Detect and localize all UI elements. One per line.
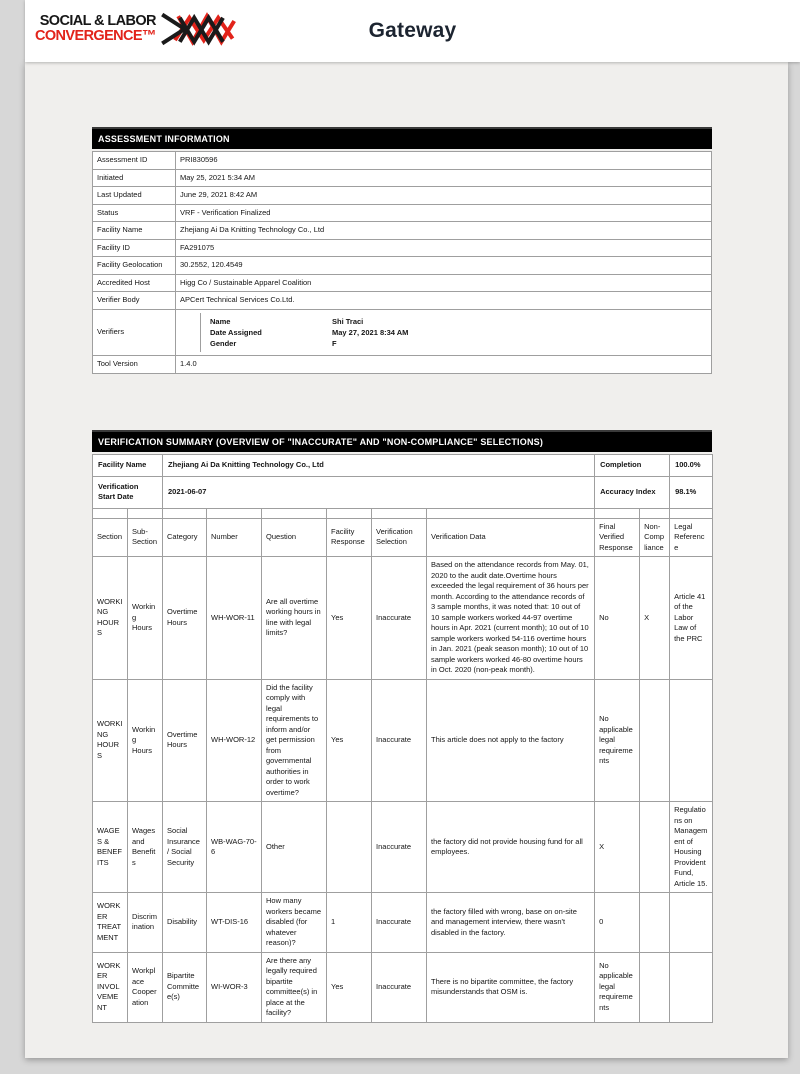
- cell-legal-reference: Article 41 of the Labor Law of the PRC: [670, 557, 713, 680]
- cell-category: Social Insurance / Social Security: [163, 802, 207, 893]
- table-row: [93, 152, 712, 170]
- cell-legal-reference: [670, 679, 713, 802]
- cell-facility-response: Yes: [327, 679, 372, 802]
- cell-question: Other: [262, 802, 327, 893]
- summary-info-row: [93, 476, 713, 508]
- cell-final-verified-response: X: [595, 802, 640, 893]
- start-date-value: 2021-06-07: [163, 476, 595, 508]
- cell-question: Are there any legally required bipartite committee(s) in place at the facility?: [262, 952, 327, 1022]
- cell-non-compliance: [640, 802, 670, 893]
- cell-section: WORKING HOURS: [93, 557, 128, 680]
- cell-section: WAGES & BENEFITS: [93, 802, 128, 893]
- table-row: [93, 292, 712, 310]
- cell-section: WORKER TREATMENT: [93, 893, 128, 953]
- cell-final-verified-response: No applicable legal requirements: [595, 679, 640, 802]
- cell-number: WI-WOR-3: [207, 952, 262, 1022]
- cell-sub-section: Discrimination: [128, 893, 163, 953]
- cell-verification-data: Based on the attendance records from May. 01, 2020 to the audit date.Overtime hours exceeded the legal requirement of 36 hours per month. According to the attendance records of 3 sample months, it was noted that: 10 out of 10 sample workers worked 44-97 overtime hours in Apr. 2021 (current month); 10 out of 10 sample workers worked 54-116 overtime hours in Jan. 2021 (peak season month); 10 out of 10 sample workers worked 46-80 overtime hours in Oct. 2020 (non-peak month).: [427, 557, 595, 680]
- cell-category: Overtime Hours: [163, 679, 207, 802]
- cell-number: WH-WOR-12: [207, 679, 262, 802]
- spacer-row: [93, 508, 713, 518]
- verifier-nested-table: [200, 313, 707, 353]
- verifier-field-label: Gender: [210, 339, 237, 348]
- table-row: [93, 356, 712, 374]
- facility-name-label: Facility Name: [93, 455, 163, 477]
- verifier-field: [210, 338, 707, 349]
- cell-question: How many workers became disabled (for whatever reason)?: [262, 893, 327, 953]
- field-label: Last Updated: [93, 187, 176, 205]
- column-header: Section: [93, 518, 128, 557]
- document-page: [25, 62, 788, 1058]
- cell-category: Overtime Hours: [163, 557, 207, 680]
- accuracy-index-value: 98.1%: [670, 476, 713, 508]
- field-label: Status: [93, 204, 176, 222]
- page-title: Gateway: [368, 19, 457, 42]
- cell-facility-response: Yes: [327, 952, 372, 1022]
- cell-verification-data: There is no bipartite committee, the factory misunderstands that OSM is.: [427, 952, 595, 1022]
- column-header-row: [93, 518, 713, 557]
- assessment-information-header: ASSESSMENT INFORMATION: [92, 127, 712, 149]
- column-header: Legal Reference: [670, 518, 713, 557]
- cell-verification-data: This article does not apply to the factory: [427, 679, 595, 802]
- column-header: Sub-Section: [128, 518, 163, 557]
- cell-legal-reference: [670, 893, 713, 953]
- table-row: [93, 257, 712, 275]
- cell-final-verified-response: 0: [595, 893, 640, 953]
- column-header: Verification Data: [427, 518, 595, 557]
- top-header: [25, 0, 800, 62]
- start-date-label: Verification Start Date: [93, 476, 163, 508]
- table-row: [93, 952, 713, 1022]
- column-header: Number: [207, 518, 262, 557]
- field-label: Facility Name: [93, 222, 176, 240]
- table-row: [93, 679, 713, 802]
- cell-number: WT-DIS-16: [207, 893, 262, 953]
- verifier-field-value: Shi Traci: [332, 316, 364, 326]
- cell-verification-selection: Inaccurate: [372, 893, 427, 953]
- table-row: [93, 557, 713, 680]
- table-row: [93, 204, 712, 222]
- cell-legal-reference: Regulations on Management of Housing Provident Fund, Article 15.: [670, 802, 713, 893]
- table-row: [93, 274, 712, 292]
- assessment-information-section: [92, 127, 712, 374]
- cell-number: WH-WOR-11: [207, 557, 262, 680]
- verifier-field: [210, 327, 707, 338]
- field-label: Initiated: [93, 169, 176, 187]
- cell-verification-selection: Inaccurate: [372, 557, 427, 680]
- cell-non-compliance: [640, 952, 670, 1022]
- field-value: May 25, 2021 5:34 AM: [176, 169, 712, 187]
- field-label: Facility ID: [93, 239, 176, 257]
- cell-sub-section: Wages and Benefits: [128, 802, 163, 893]
- table-row: [93, 802, 713, 893]
- column-header: Verification Selection: [372, 518, 427, 557]
- field-value: APCert Technical Services Co.Ltd.: [176, 292, 712, 310]
- table-row: [93, 169, 712, 187]
- table-row: [93, 222, 712, 240]
- field-value: VRF - Verification Finalized: [176, 204, 712, 222]
- cell-sub-section: Working Hours: [128, 679, 163, 802]
- cell-legal-reference: [670, 952, 713, 1022]
- logo-line-social-labor: SOCIAL & LABOR: [39, 13, 156, 30]
- cell-facility-response: Yes: [327, 557, 372, 680]
- verification-summary-table: [92, 454, 713, 1023]
- assessment-information-table: [92, 151, 712, 374]
- field-label: Facility Geolocation: [93, 257, 176, 275]
- field-value: Zhejiang Ai Da Knitting Technology Co., Ltd: [176, 222, 712, 240]
- verifiers-detail: [176, 309, 712, 356]
- cell-facility-response: [327, 802, 372, 893]
- cell-category: Bipartite Committee(s): [163, 952, 207, 1022]
- table-row: [93, 893, 713, 953]
- summary-info-row: [93, 455, 713, 477]
- field-label: Tool Version: [93, 356, 176, 374]
- field-label: Assessment ID: [93, 152, 176, 170]
- verifier-field-value: F: [332, 339, 337, 348]
- completion-value: 100.0%: [670, 455, 713, 477]
- cell-facility-response: 1: [327, 893, 372, 953]
- verifiers-row: [93, 309, 712, 356]
- verification-summary-header: VERIFICATION SUMMARY (OVERVIEW OF "INACCURATE" AND "NON-COMPLIANCE" SELECTIONS): [92, 430, 712, 452]
- field-label: Accredited Host: [93, 274, 176, 292]
- cell-verification-selection: Inaccurate: [372, 952, 427, 1022]
- accuracy-index-label: Accuracy Index: [595, 476, 670, 508]
- cell-verification-data: the factory did not provide housing fund for all employees.: [427, 802, 595, 893]
- field-value: FA291075: [176, 239, 712, 257]
- field-value: 30.2552, 120.4549: [176, 257, 712, 275]
- column-header: Question: [262, 518, 327, 557]
- cell-verification-selection: Inaccurate: [372, 802, 427, 893]
- cell-non-compliance: [640, 679, 670, 802]
- verification-summary-section: [92, 430, 712, 1023]
- field-value: Higg Co / Sustainable Apparel Coalition: [176, 274, 712, 292]
- table-row: [93, 239, 712, 257]
- facility-name-value: Zhejiang Ai Da Knitting Technology Co., Ltd: [163, 455, 595, 477]
- cell-section: WORKER INVOLVEMENT: [93, 952, 128, 1022]
- column-header: Facility Response: [327, 518, 372, 557]
- verifier-field-label: Date Assigned: [210, 327, 262, 337]
- field-value: PRI830596: [176, 152, 712, 170]
- cell-category: Disability: [163, 893, 207, 953]
- verifier-field-label: Name: [210, 316, 231, 326]
- field-value: 1.4.0: [176, 356, 712, 374]
- cell-non-compliance: X: [640, 557, 670, 680]
- table-row: [93, 187, 712, 205]
- cell-non-compliance: [640, 893, 670, 953]
- completion-label: Completion: [595, 455, 670, 477]
- column-header: Non-Compliance: [640, 518, 670, 557]
- cell-sub-section: Working Hours: [128, 557, 163, 680]
- column-header: Final Verified Response: [595, 518, 640, 557]
- cell-question: Are all overtime working hours in line with legal limits?: [262, 557, 327, 680]
- cell-section: WORKING HOURS: [93, 679, 128, 802]
- verifier-field: [210, 316, 707, 327]
- cell-sub-section: Workplace Cooperation: [128, 952, 163, 1022]
- field-value: June 29, 2021 8:42 AM: [176, 187, 712, 205]
- verifier-field-value: May 27, 2021 8:34 AM: [332, 327, 409, 337]
- column-header: Category: [163, 518, 207, 557]
- cell-verification-data: the factory filled with wrong, base on on-site and management interview, there wasn't disabled in the factory.: [427, 893, 595, 953]
- cell-final-verified-response: No applicable legal requirements: [595, 952, 640, 1022]
- cell-question: Did the facility comply with legal requirements to inform and/or get permission from governmental authorities in order to work overtime?: [262, 679, 327, 802]
- field-label: Verifier Body: [93, 292, 176, 310]
- field-label: Verifiers: [93, 309, 176, 356]
- logo-line-convergence: CONVERGENCE™: [35, 28, 156, 44]
- cell-number: WB-WAG-70-6: [207, 802, 262, 893]
- cell-verification-selection: Inaccurate: [372, 679, 427, 802]
- cell-final-verified-response: No: [595, 557, 640, 680]
